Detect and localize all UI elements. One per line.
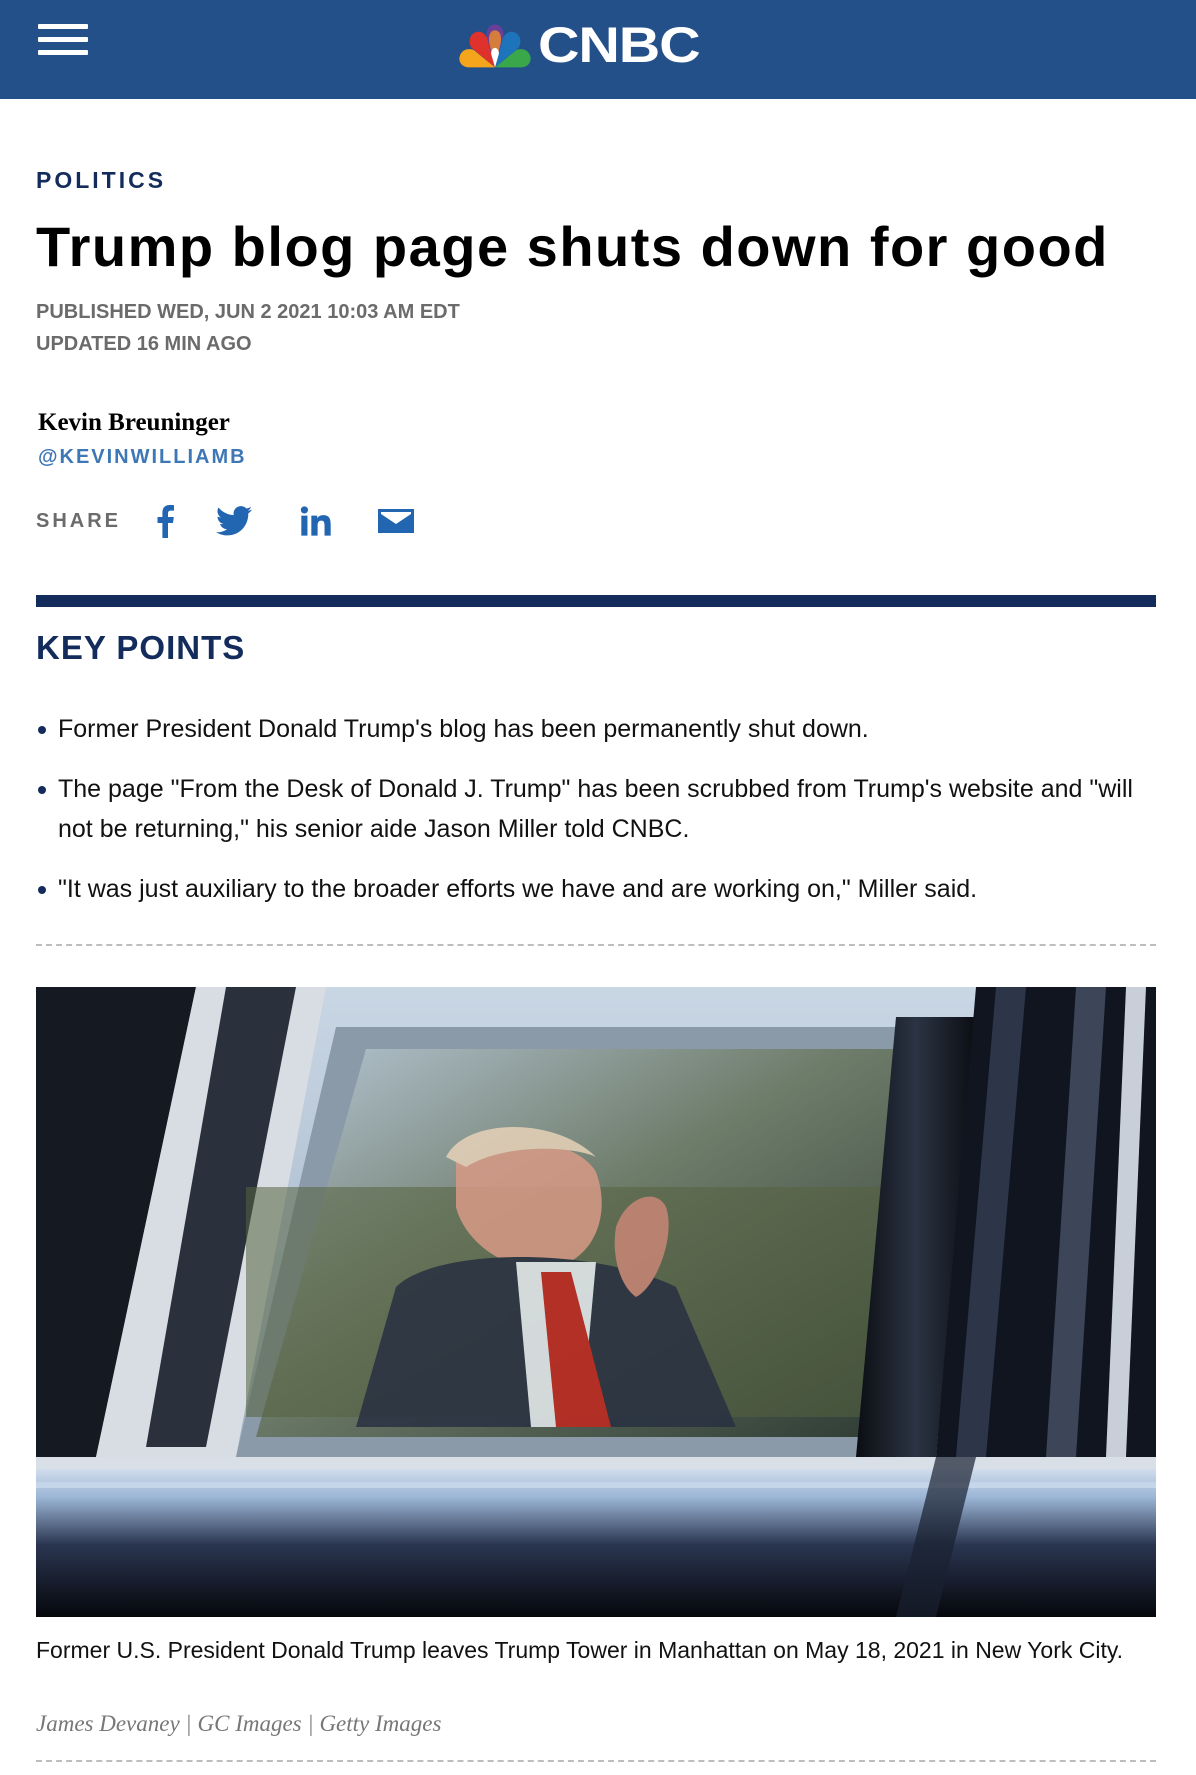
list-item: The page "From the Desk of Donald J. Trump" has been scrubbed from Trump's website and "will not be returning," his senior aide Jason Miller told CNBC. (36, 769, 1156, 849)
list-item: Former President Donald Trump's blog has been permanently shut down. (36, 709, 1156, 749)
linkedin-icon[interactable] (296, 501, 336, 541)
peacock-icon (456, 20, 534, 70)
section-link[interactable]: POLITICS (36, 167, 167, 193)
article-photo[interactable] (36, 987, 1156, 1617)
published-timestamp: PUBLISHED WED, JUN 2 2021 10:03 AM EDT (36, 301, 460, 323)
updated-timestamp: UPDATED 16 MIN AGO (36, 333, 252, 355)
divider (36, 944, 1156, 946)
photo-caption: Former U.S. President Donald Trump leaves Trump Tower in Manhattan on May 18, 2021 in New York City. (36, 1637, 1124, 1663)
headline: Trump blog page shuts down for good (36, 215, 1109, 278)
list-item: "It was just auxiliary to the broader efforts we have and are working on," Miller said. (36, 869, 1156, 909)
key-points-rule (36, 595, 1156, 607)
share-label: SHARE (36, 510, 122, 532)
hamburger-menu-icon[interactable] (38, 24, 88, 62)
brand-wordmark: CNBC (538, 17, 700, 73)
photo-credit: James Devaney | GC Images | Getty Images (36, 1711, 442, 1736)
key-points-title: KEY POINTS (36, 629, 246, 666)
divider (36, 1760, 1156, 1762)
facebook-icon[interactable] (150, 501, 180, 541)
email-icon[interactable] (376, 501, 416, 541)
twitter-icon[interactable] (214, 501, 254, 541)
top-navigation-bar (0, 0, 1196, 99)
share-bar (36, 501, 456, 541)
cnbc-logo[interactable] (456, 17, 700, 73)
author-name[interactable]: Kevin Breuninger (38, 409, 230, 436)
key-points-list (36, 709, 1156, 929)
author-handle[interactable]: @KEVINWILLIAMB (38, 446, 247, 468)
